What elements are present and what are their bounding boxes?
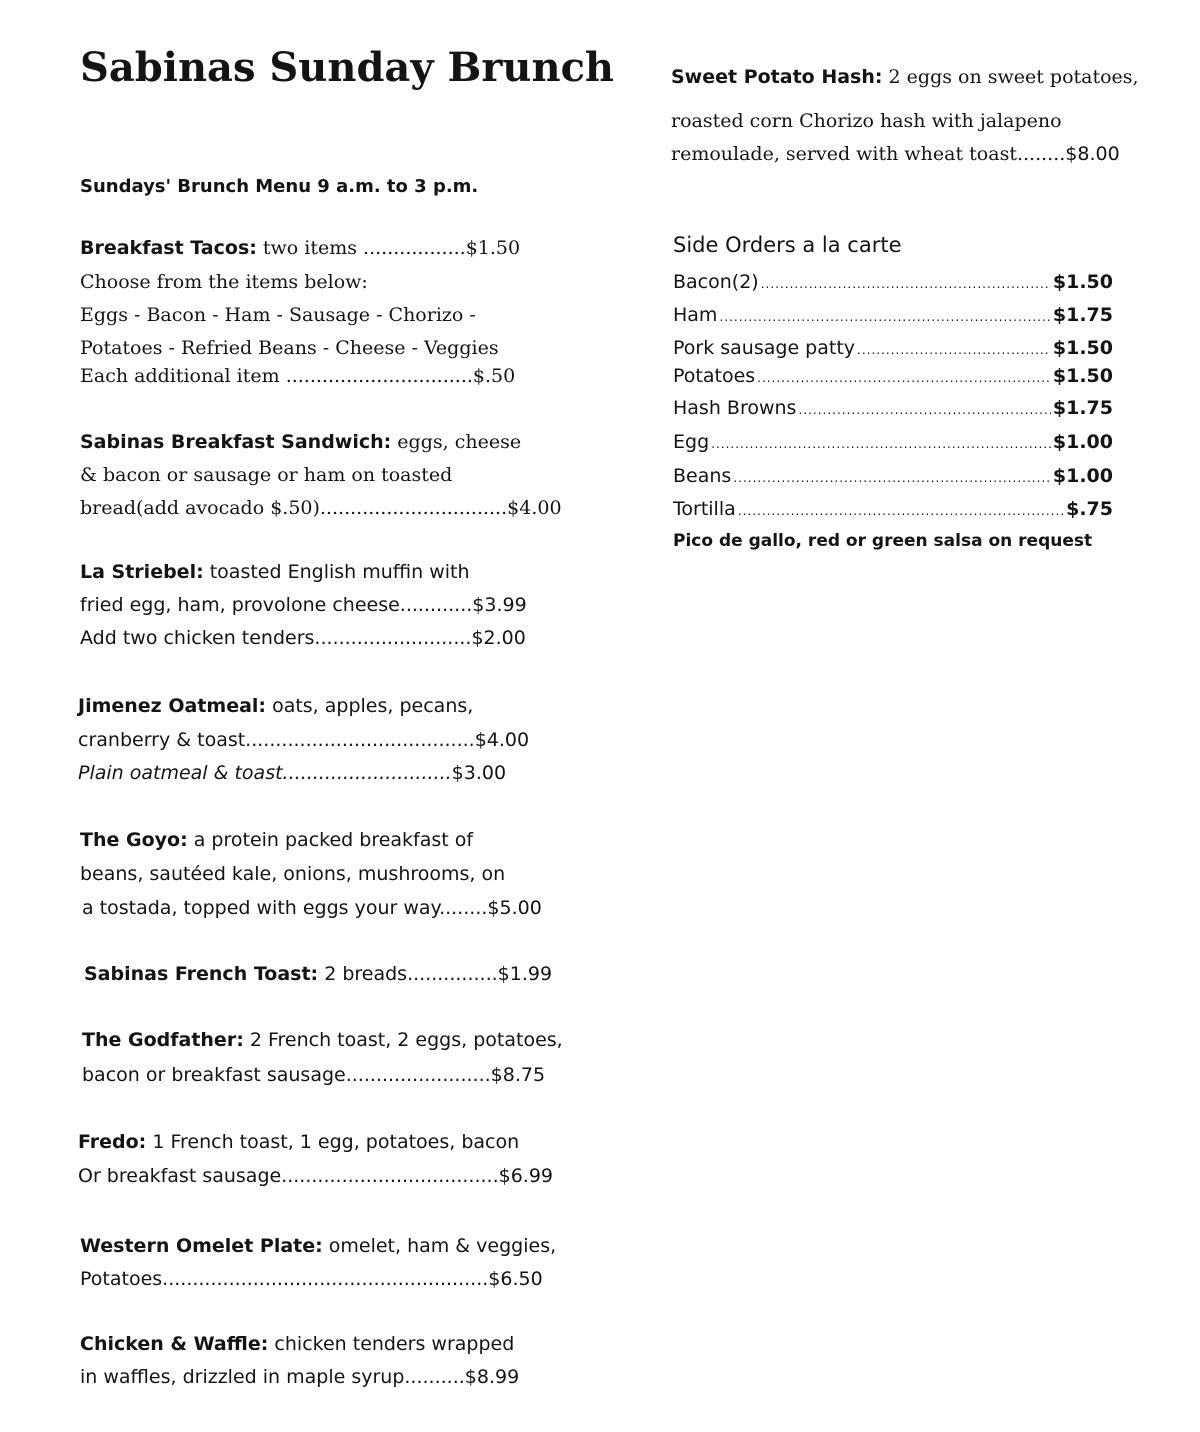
goyo-name: The Goyo: xyxy=(80,829,188,851)
side-order-leader xyxy=(757,366,1051,390)
godfather-name: The Godfather: xyxy=(82,1029,244,1051)
goyo-line-3 xyxy=(82,896,542,920)
striebel-addon: Add two chicken tenders.......................... xyxy=(80,627,472,649)
side-order-price: $1.75 xyxy=(1052,304,1113,326)
goyo-desc-3: a tostada, topped with eggs your way........ xyxy=(82,897,488,919)
striebel-line-1 xyxy=(80,560,470,584)
side-order-leader xyxy=(857,338,1051,362)
fredo-line-1 xyxy=(78,1130,519,1154)
side-order-name: Hash Browns xyxy=(673,397,797,419)
sandwich-line-1 xyxy=(80,430,521,454)
side-order-price: $1.50 xyxy=(1052,271,1113,293)
striebel-line-3 xyxy=(80,626,526,650)
side-order-row xyxy=(673,336,1113,362)
tacos-name: Breakfast Tacos: xyxy=(80,237,257,259)
western-desc-2: Potatoes...................................................... xyxy=(80,1268,489,1290)
oatmeal-line-2 xyxy=(78,728,529,752)
fredo-line-2 xyxy=(78,1164,553,1188)
side-order-price: $1.00 xyxy=(1052,431,1113,453)
fredo-desc-2: Or breakfast sausage.................................... xyxy=(78,1165,499,1187)
brunch-hours: Sundays' Brunch Menu 9 a.m. to 3 p.m. xyxy=(80,176,479,197)
side-order-row xyxy=(673,430,1113,456)
oatmeal-price: $4.00 xyxy=(474,729,530,751)
chicken-waffle-desc-2: in waffles, drizzled in maple syrup.......... xyxy=(80,1366,465,1388)
oatmeal-line-3 xyxy=(78,761,506,785)
striebel-addon-price: $2.00 xyxy=(471,627,526,649)
side-order-price: $1.00 xyxy=(1052,465,1113,487)
side-order-row xyxy=(673,270,1113,296)
salsa-note: Pico de gallo, red or green salsa on request xyxy=(673,531,1093,551)
tacos-line-5 xyxy=(80,364,515,388)
side-order-row xyxy=(673,364,1113,390)
side-order-leader xyxy=(719,305,1050,329)
page-title: Sabinas Sunday Brunch xyxy=(80,44,615,91)
side-order-name: Tortilla xyxy=(673,498,736,520)
godfather-desc: 2 French toast, 2 eggs, potatoes, xyxy=(243,1029,563,1051)
chicken-waffle-desc: chicken tenders wrapped xyxy=(268,1333,515,1355)
chicken-waffle-price: $8.99 xyxy=(464,1366,520,1388)
goyo-price: $5.00 xyxy=(487,897,542,919)
hash-line-1 xyxy=(671,65,1139,89)
side-order-name: Beans xyxy=(673,465,732,487)
hash-desc: 2 eggs on sweet potatoes, xyxy=(882,66,1139,88)
striebel-name: La Striebel: xyxy=(80,561,204,583)
side-order-price: $.75 xyxy=(1066,498,1113,520)
plain-oatmeal-price: $3.00 xyxy=(451,762,507,784)
hash-price: $8.00 xyxy=(1065,143,1120,165)
side-order-price: $1.75 xyxy=(1052,397,1113,419)
striebel-desc-2: fried egg, ham, provolone cheese............ xyxy=(80,594,473,616)
goyo-line-1 xyxy=(80,828,473,852)
tacos-price: $1.50 xyxy=(465,237,521,259)
western-name: Western Omelet Plate: xyxy=(80,1235,323,1257)
hash-line-3 xyxy=(671,142,1120,166)
tacos-extra-price: $.50 xyxy=(472,365,516,387)
tacos-line-3: Eggs - Bacon - Ham - Sausage - Chorizo - xyxy=(80,304,476,326)
side-order-name: Bacon(2) xyxy=(673,271,759,293)
side-order-name: Potatoes xyxy=(673,365,756,387)
western-desc: omelet, ham & veggies, xyxy=(322,1235,557,1257)
oatmeal-desc-2: cranberry & toast...................................... xyxy=(78,729,475,751)
side-order-price: $1.50 xyxy=(1052,365,1113,387)
side-order-leader xyxy=(733,466,1051,490)
fredo-price: $6.99 xyxy=(498,1165,554,1187)
striebel-price: $3.99 xyxy=(472,594,527,616)
plain-oatmeal: Plain oatmeal & toast............................ xyxy=(78,762,452,784)
tacos-extra: Each additional item ............................... xyxy=(80,365,473,387)
oatmeal-desc: oats, apples, pecans, xyxy=(266,695,474,717)
sandwich-line-3 xyxy=(80,496,562,520)
tacos-desc: two items ................. xyxy=(256,237,466,259)
chicken-waffle-line-1 xyxy=(80,1332,514,1356)
godfather-desc-2: bacon or breakfast sausage........................ xyxy=(82,1064,491,1086)
sandwich-price: $4.00 xyxy=(507,497,562,519)
sandwich-line-2: & bacon or sausage or ham on toasted xyxy=(80,464,453,486)
striebel-line-2 xyxy=(80,593,527,617)
side-order-row xyxy=(673,303,1113,329)
side-order-leader xyxy=(798,398,1050,422)
french-toast-desc: 2 breads............... xyxy=(318,963,498,985)
godfather-price: $8.75 xyxy=(490,1064,546,1086)
side-orders-title: Side Orders a la carte xyxy=(673,233,902,257)
sandwich-desc: eggs, cheese xyxy=(391,431,522,453)
french-toast-price: $1.99 xyxy=(497,963,553,985)
fredo-name: Fredo: xyxy=(78,1131,147,1153)
side-order-name: Ham xyxy=(673,304,718,326)
chicken-waffle-line-2 xyxy=(80,1365,519,1389)
tacos-line-1 xyxy=(80,236,520,260)
striebel-desc: toasted English muffin with xyxy=(203,561,470,583)
sandwich-desc-3: bread(add avocado $.50)............................... xyxy=(80,497,508,519)
side-order-price: $1.50 xyxy=(1052,337,1113,359)
oatmeal-line-1 xyxy=(78,694,473,718)
side-order-row xyxy=(673,464,1113,490)
goyo-line-2: beans, sautéed kale, onions, mushrooms, on xyxy=(80,863,506,885)
side-order-leader xyxy=(711,432,1051,456)
side-order-row xyxy=(673,396,1113,422)
side-order-leader xyxy=(738,499,1064,523)
chicken-waffle-name: Chicken & Waffle: xyxy=(80,1333,269,1355)
side-order-name: Egg xyxy=(673,431,710,453)
french-toast-name: Sabinas French Toast: xyxy=(84,963,319,985)
oatmeal-name: Jimenez Oatmeal: xyxy=(78,695,267,717)
sandwich-name: Sabinas Breakfast Sandwich: xyxy=(80,431,392,453)
tacos-line-4: Potatoes - Refried Beans - Cheese - Veggies xyxy=(80,337,499,359)
side-order-leader xyxy=(761,272,1051,296)
fredo-desc: 1 French toast, 1 egg, potatoes, bacon xyxy=(146,1131,520,1153)
hash-desc-3: remoulade, served with wheat toast........ xyxy=(671,143,1066,165)
godfather-line-2 xyxy=(82,1063,545,1087)
godfather-line-1 xyxy=(82,1028,563,1052)
western-price: $6.50 xyxy=(488,1268,543,1290)
goyo-desc: a protein packed breakfast of xyxy=(187,829,474,851)
western-line-2 xyxy=(80,1267,543,1291)
side-order-row xyxy=(673,497,1113,523)
hash-name: Sweet Potato Hash: xyxy=(671,66,883,88)
tacos-line-2: Choose from the items below: xyxy=(80,271,368,293)
hash-line-2: roasted corn Chorizo hash with jalapeno xyxy=(671,110,1062,132)
side-order-name: Pork sausage patty xyxy=(673,337,856,359)
french-toast-line xyxy=(84,962,552,986)
western-line-1 xyxy=(80,1234,556,1258)
